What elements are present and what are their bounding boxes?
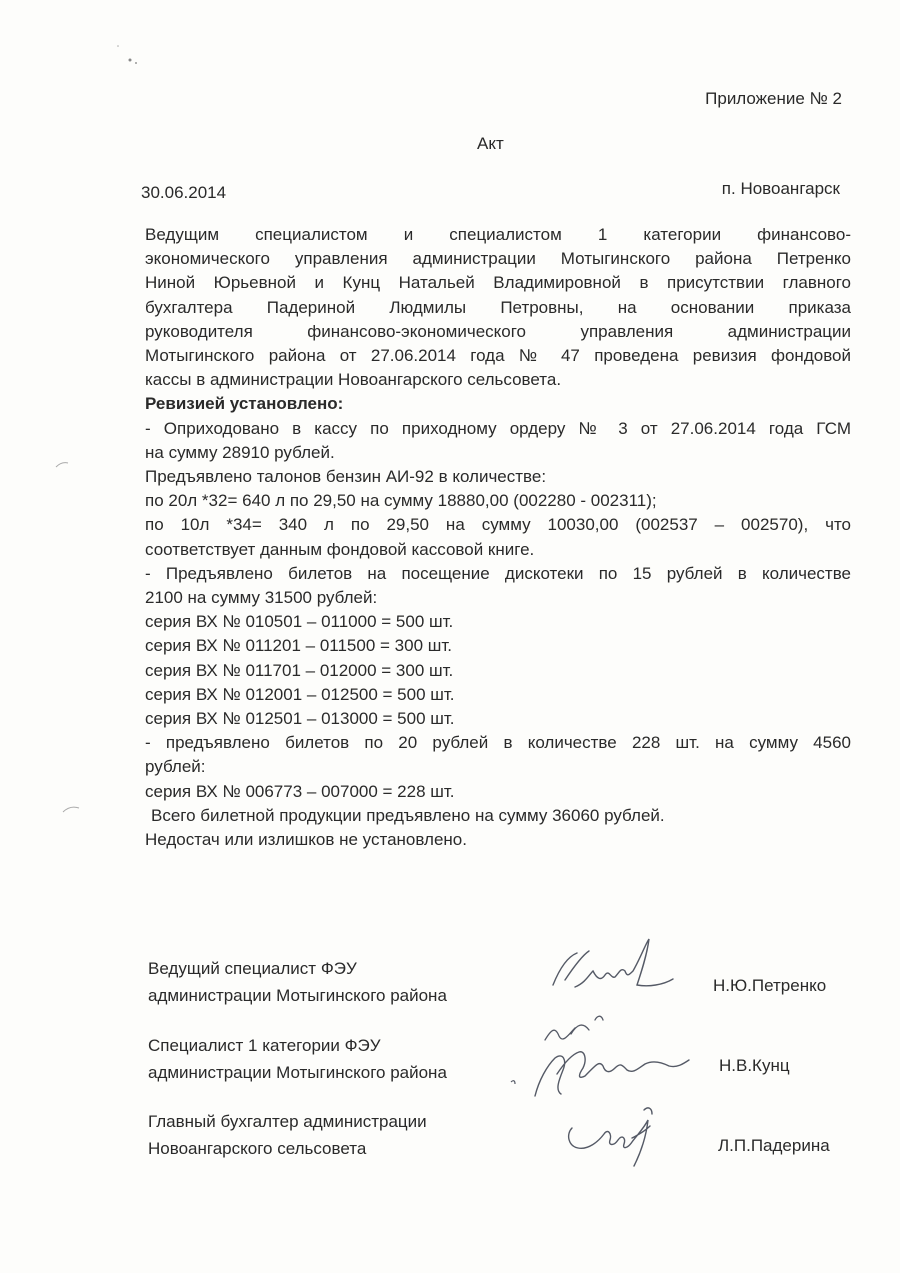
tickets15-line: - Предъявлено билетов на посещение дискотеки по 15 рублей в количестве — [145, 563, 851, 583]
series-item: серия ВХ № 011201 – 011500 = 300 шт. — [145, 636, 453, 656]
intro-line: Ведущим специалистом и специалистом 1 категории финансово- — [145, 225, 851, 244]
document-place: п. Новоангарск — [721, 179, 840, 198]
tickets15-line: 2100 на сумму 31500 рублей: — [145, 588, 378, 608]
annex-label: Приложение № 2 — [705, 89, 842, 108]
series-item: серия ВХ № 012501 – 013000 = 500 шт. — [145, 709, 455, 729]
intro-line: экономического управления администрации Мотыгинского района Петренко — [145, 249, 851, 269]
document-title: Акт — [477, 134, 504, 153]
intro-line: руководителя финансово-экономического управления администрации — [145, 321, 851, 341]
handwritten-signature-petrenko — [545, 935, 695, 1010]
document-body — [145, 223, 851, 852]
scan-speck-mark — [60, 800, 82, 820]
gsm-line: - Оприходовано в кассу по приходному ордеру № 3 от 27.06.2014 года ГСМ — [145, 418, 851, 438]
scan-speck-mark — [110, 40, 170, 80]
signer-position: Специалист 1 категории ФЭУ — [148, 1036, 381, 1055]
signature-block-kunts — [148, 1032, 447, 1086]
coupon-10l: по 10л *34= 340 л по 29,50 на сумму 10030,00 (002537 – 002570), что — [145, 515, 851, 535]
handwritten-signature-paderina — [560, 1098, 670, 1173]
signer-position: Главный бухгалтер администрации — [148, 1112, 427, 1131]
scan-speck-mark — [52, 455, 72, 475]
tickets20-line: рублей: — [145, 757, 206, 777]
document-date: 30.06.2014 — [141, 183, 227, 202]
series-item: серия ВХ № 012001 – 012500 = 500 шт. — [145, 684, 455, 704]
series20-item: серия ВХ № 006773 – 007000 = 228 шт. — [145, 781, 455, 801]
revision-heading: Ревизией установлено: — [145, 394, 344, 414]
intro-line: Мотыгинского района от 27.06.2014 года № 47 проведена ревизия фондовой — [145, 346, 851, 366]
signer-position: Ведущий специалист ФЭУ — [148, 959, 357, 978]
signer-position: администрации Мотыгинского района — [148, 986, 447, 1005]
series-item: серия ВХ № 010501 – 011000 = 500 шт. — [145, 612, 454, 632]
coupon-20l: по 20л *32= 640 л по 29,50 на сумму 18880,00 (002280 - 002311); — [145, 491, 657, 511]
intro-line: кассы в администрации Новоангарского сельсовета. — [145, 370, 562, 390]
series-item: серия ВХ № 011701 – 012000 = 300 шт. — [145, 660, 454, 680]
signer-name: Н.Ю.Петренко — [713, 976, 827, 995]
total-line: Всего билетной продукции предъявлено на сумму 36060 рублей. — [151, 805, 665, 825]
intro-line: бухгалтера Падериной Людмилы Петровны, на основании приказа — [145, 297, 851, 317]
signer-name: Н.В.Кунц — [719, 1056, 790, 1075]
conclusion-line: Недостач или излишков не установлено. — [145, 830, 467, 850]
intro-line: Ниной Юрьевной и Кунц Натальей Владимировной в присутствии главного — [145, 273, 851, 293]
signer-position: администрации Мотыгинского района — [148, 1063, 447, 1082]
signature-block-petrenko — [148, 955, 447, 1009]
coupons-intro: Предъявлено талонов бензин АИ-92 в количестве: — [145, 467, 547, 487]
signature-block-paderina — [148, 1108, 427, 1162]
signer-name: Л.П.Падерина — [718, 1136, 830, 1155]
coupon-10l: соответствует данным фондовой кассовой книге. — [145, 539, 535, 559]
handwritten-signature-kunts — [505, 1010, 710, 1105]
gsm-line: на сумму 28910 рублей. — [145, 442, 335, 462]
signer-position: Новоангарского сельсовета — [148, 1139, 367, 1158]
tickets20-line: - предъявлено билетов по 20 рублей в количестве 228 шт. на сумму 4560 — [145, 733, 851, 753]
